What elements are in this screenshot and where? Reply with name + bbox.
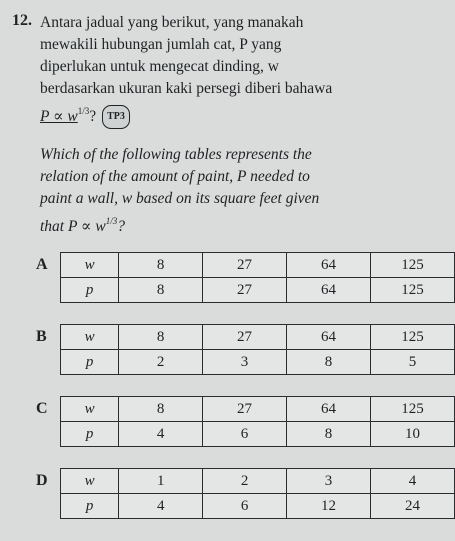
table-row <box>61 397 455 422</box>
english-line-4 <box>40 210 435 238</box>
table-cell: 64 <box>286 325 370 350</box>
table-cell: 125 <box>370 325 454 350</box>
table-row <box>61 253 455 278</box>
malay-line-5 <box>40 100 440 129</box>
table-cell: 3 <box>287 469 371 494</box>
table-cell: 64 <box>286 278 370 303</box>
english-line-1: Which of the following tables represents the <box>40 146 312 163</box>
table-cell: 8 <box>119 397 203 422</box>
table-cell: 24 <box>370 494 454 519</box>
option-c-label[interactable]: C <box>36 400 48 417</box>
table-cell: 8 <box>286 350 370 375</box>
malay-line-1: Antara jadual yang berikut, yang manakah <box>40 14 304 31</box>
table-cell: 27 <box>203 278 287 303</box>
table-header-cell: w <box>61 469 119 494</box>
malay-proportion: P ∝ w <box>40 108 78 125</box>
table-cell: 27 <box>203 397 287 422</box>
table-header-cell: p <box>61 422 119 447</box>
table-header-cell: w <box>61 325 119 350</box>
question-number: 12. <box>12 12 32 29</box>
table-cell: 8 <box>119 253 203 278</box>
table-cell: 8 <box>119 325 203 350</box>
table-cell: 125 <box>370 397 454 422</box>
option-a-label[interactable]: A <box>36 256 48 273</box>
table-row <box>61 350 455 375</box>
malay-exponent: 1/3 <box>77 106 90 116</box>
table-cell: 27 <box>203 253 287 278</box>
english-line-3: paint a wall, w based on its square feet given <box>40 190 320 207</box>
table-cell: 4 <box>370 469 454 494</box>
malay-line-3: diperlukan untuk mengecat dinding, w <box>40 58 279 75</box>
malay-line-4: berdasarkan ukuran kaki persegi diberi bahawa <box>40 80 333 97</box>
table-row <box>61 422 455 447</box>
table-header-cell: p <box>61 494 119 519</box>
table-header-cell: w <box>61 253 119 278</box>
table-cell: 8 <box>119 278 203 303</box>
table-cell: 2 <box>203 469 287 494</box>
malay-line-2: mewakili hubungan jumlah cat, P yang <box>40 36 282 53</box>
table-header-cell: p <box>61 278 119 303</box>
question-text-english <box>40 144 435 238</box>
english-exponent: 1/3 <box>105 216 118 226</box>
table-header-cell: w <box>61 397 119 422</box>
english-proportion: that P ∝ w <box>40 218 106 235</box>
option-a-table[interactable] <box>60 252 455 303</box>
option-b-label[interactable]: B <box>36 328 47 345</box>
option-d-table[interactable] <box>60 468 455 519</box>
table-cell: 1 <box>119 469 203 494</box>
option-b-table[interactable] <box>60 324 455 375</box>
table-cell: 10 <box>370 422 454 447</box>
table-row <box>61 494 455 519</box>
table-cell: 12 <box>287 494 371 519</box>
table-cell: 27 <box>203 325 287 350</box>
table-row <box>61 325 455 350</box>
table-cell: 64 <box>286 253 370 278</box>
english-question-mark: ? <box>117 218 126 235</box>
table-cell: 64 <box>286 397 370 422</box>
table-cell: 4 <box>119 422 203 447</box>
table-row <box>61 469 455 494</box>
english-line-2: relation of the amount of paint, P needed to <box>40 168 310 185</box>
table-cell: 2 <box>119 350 203 375</box>
malay-question-mark: ? <box>89 108 97 125</box>
table-cell: 8 <box>286 422 370 447</box>
option-c-table[interactable] <box>60 396 455 447</box>
table-cell: 125 <box>370 253 454 278</box>
table-row <box>61 278 455 303</box>
table-cell: 125 <box>370 278 454 303</box>
table-cell: 6 <box>203 422 287 447</box>
table-cell: 4 <box>119 494 203 519</box>
table-cell: 3 <box>203 350 287 375</box>
table-cell: 6 <box>203 494 287 519</box>
table-cell: 5 <box>370 350 454 375</box>
tp-level-badge: TP3 <box>102 105 130 129</box>
question-text-malay <box>40 12 440 129</box>
table-header-cell: p <box>61 350 119 375</box>
option-d-label[interactable]: D <box>36 472 48 489</box>
